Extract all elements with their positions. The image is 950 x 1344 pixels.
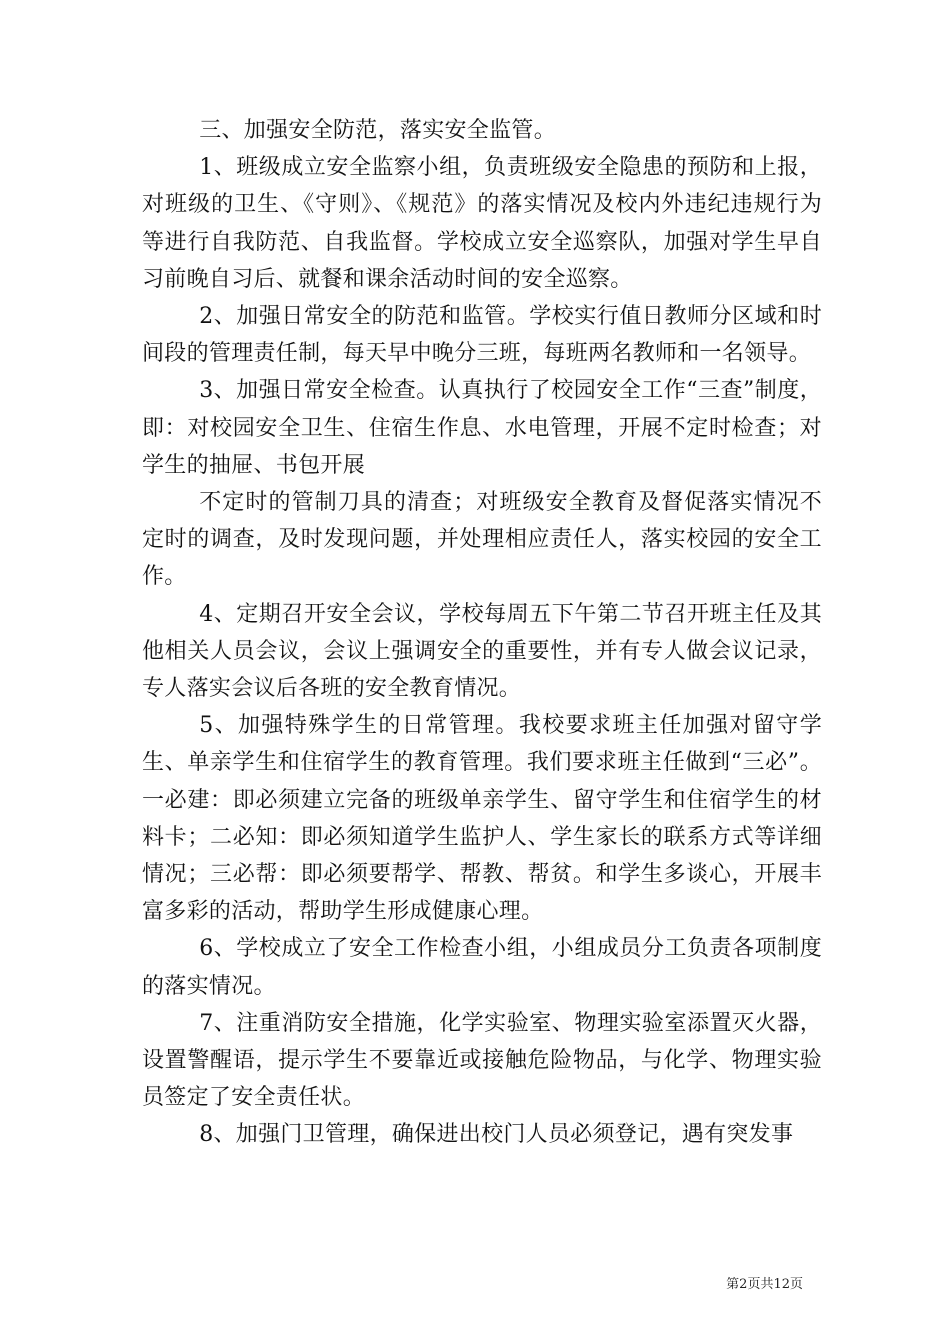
paragraph-2: 2、加强日常安全的防范和监管。学校实行值日教师分区域和时间段的管理责任制，每天早中晚分三班，每班两名教师和一名领导。 [142, 304, 822, 367]
section-heading: 三、加强安全防范，落实安全监管。 [199, 118, 556, 143]
paragraph-6: 6、学校成立了安全工作检查小组，小组成员分工负责各项制度的落实情况。 [142, 936, 822, 999]
paragraph-3-continued: 不定时的管制刀具的清查；对班级安全教育及督促落实情况不定时的调查，及时发现问题，并处理相应责任人，落实校园的安全工作。 [142, 490, 822, 590]
paragraph-7: 7、注重消防安全措施，化学实验室、物理实验室添置灭火器，设置警醒语，提示学生不要靠近或接触危险物品，与化学、物理实验员签定了安全责任状。 [142, 1010, 822, 1111]
paragraph-4: 4、定期召开安全会议，学校每周五下午第二节召开班主任及其他相关人员会议，会议上强调安全的重要性，并有专人做会议记录，专人落实会议后各班的安全教育情况。 [142, 601, 822, 702]
document-body [142, 112, 822, 1154]
paragraph-5: 5、加强特殊学生的日常管理。我校要求班主任加强对留守学生、单亲学生和住宿学生的教育管理。我们要求班主任做到“三必”。一必建：即必须建立完备的班级单亲学生、留守学生和住宿学生的材料卡；二必知：即必须知道学生监护人、学生家长的联系方式等详细情况；三必帮：即必须要帮学、帮教、帮贫。和学生多谈心，开展丰富多彩的活动，帮助学生形成健康心理。 [142, 713, 822, 925]
paragraph-1: 1、班级成立安全监察小组，负责班级安全隐患的预防和上报，对班级的卫生、《守则》、《规范》的落实情况及校内外违纪违规行为等进行自我防范、自我监督。学校成立安全巡察队，加强对学生早自习前晚自习后、就餐和课余活动时间的安全巡察。 [142, 155, 822, 292]
paragraph-3: 3、加强日常安全检查。认真执行了校园安全工作“三查”制度，即：对校园安全卫生、住宿生作息、水电管理，开展不定时检查；对学生的抽屉、书包开展 [142, 378, 822, 478]
paragraph-8: 8、加强门卫管理，确保进出校门人员必须登记，遇有突发事 [199, 1122, 794, 1148]
page-number: 第2页共12页 [726, 1277, 803, 1292]
